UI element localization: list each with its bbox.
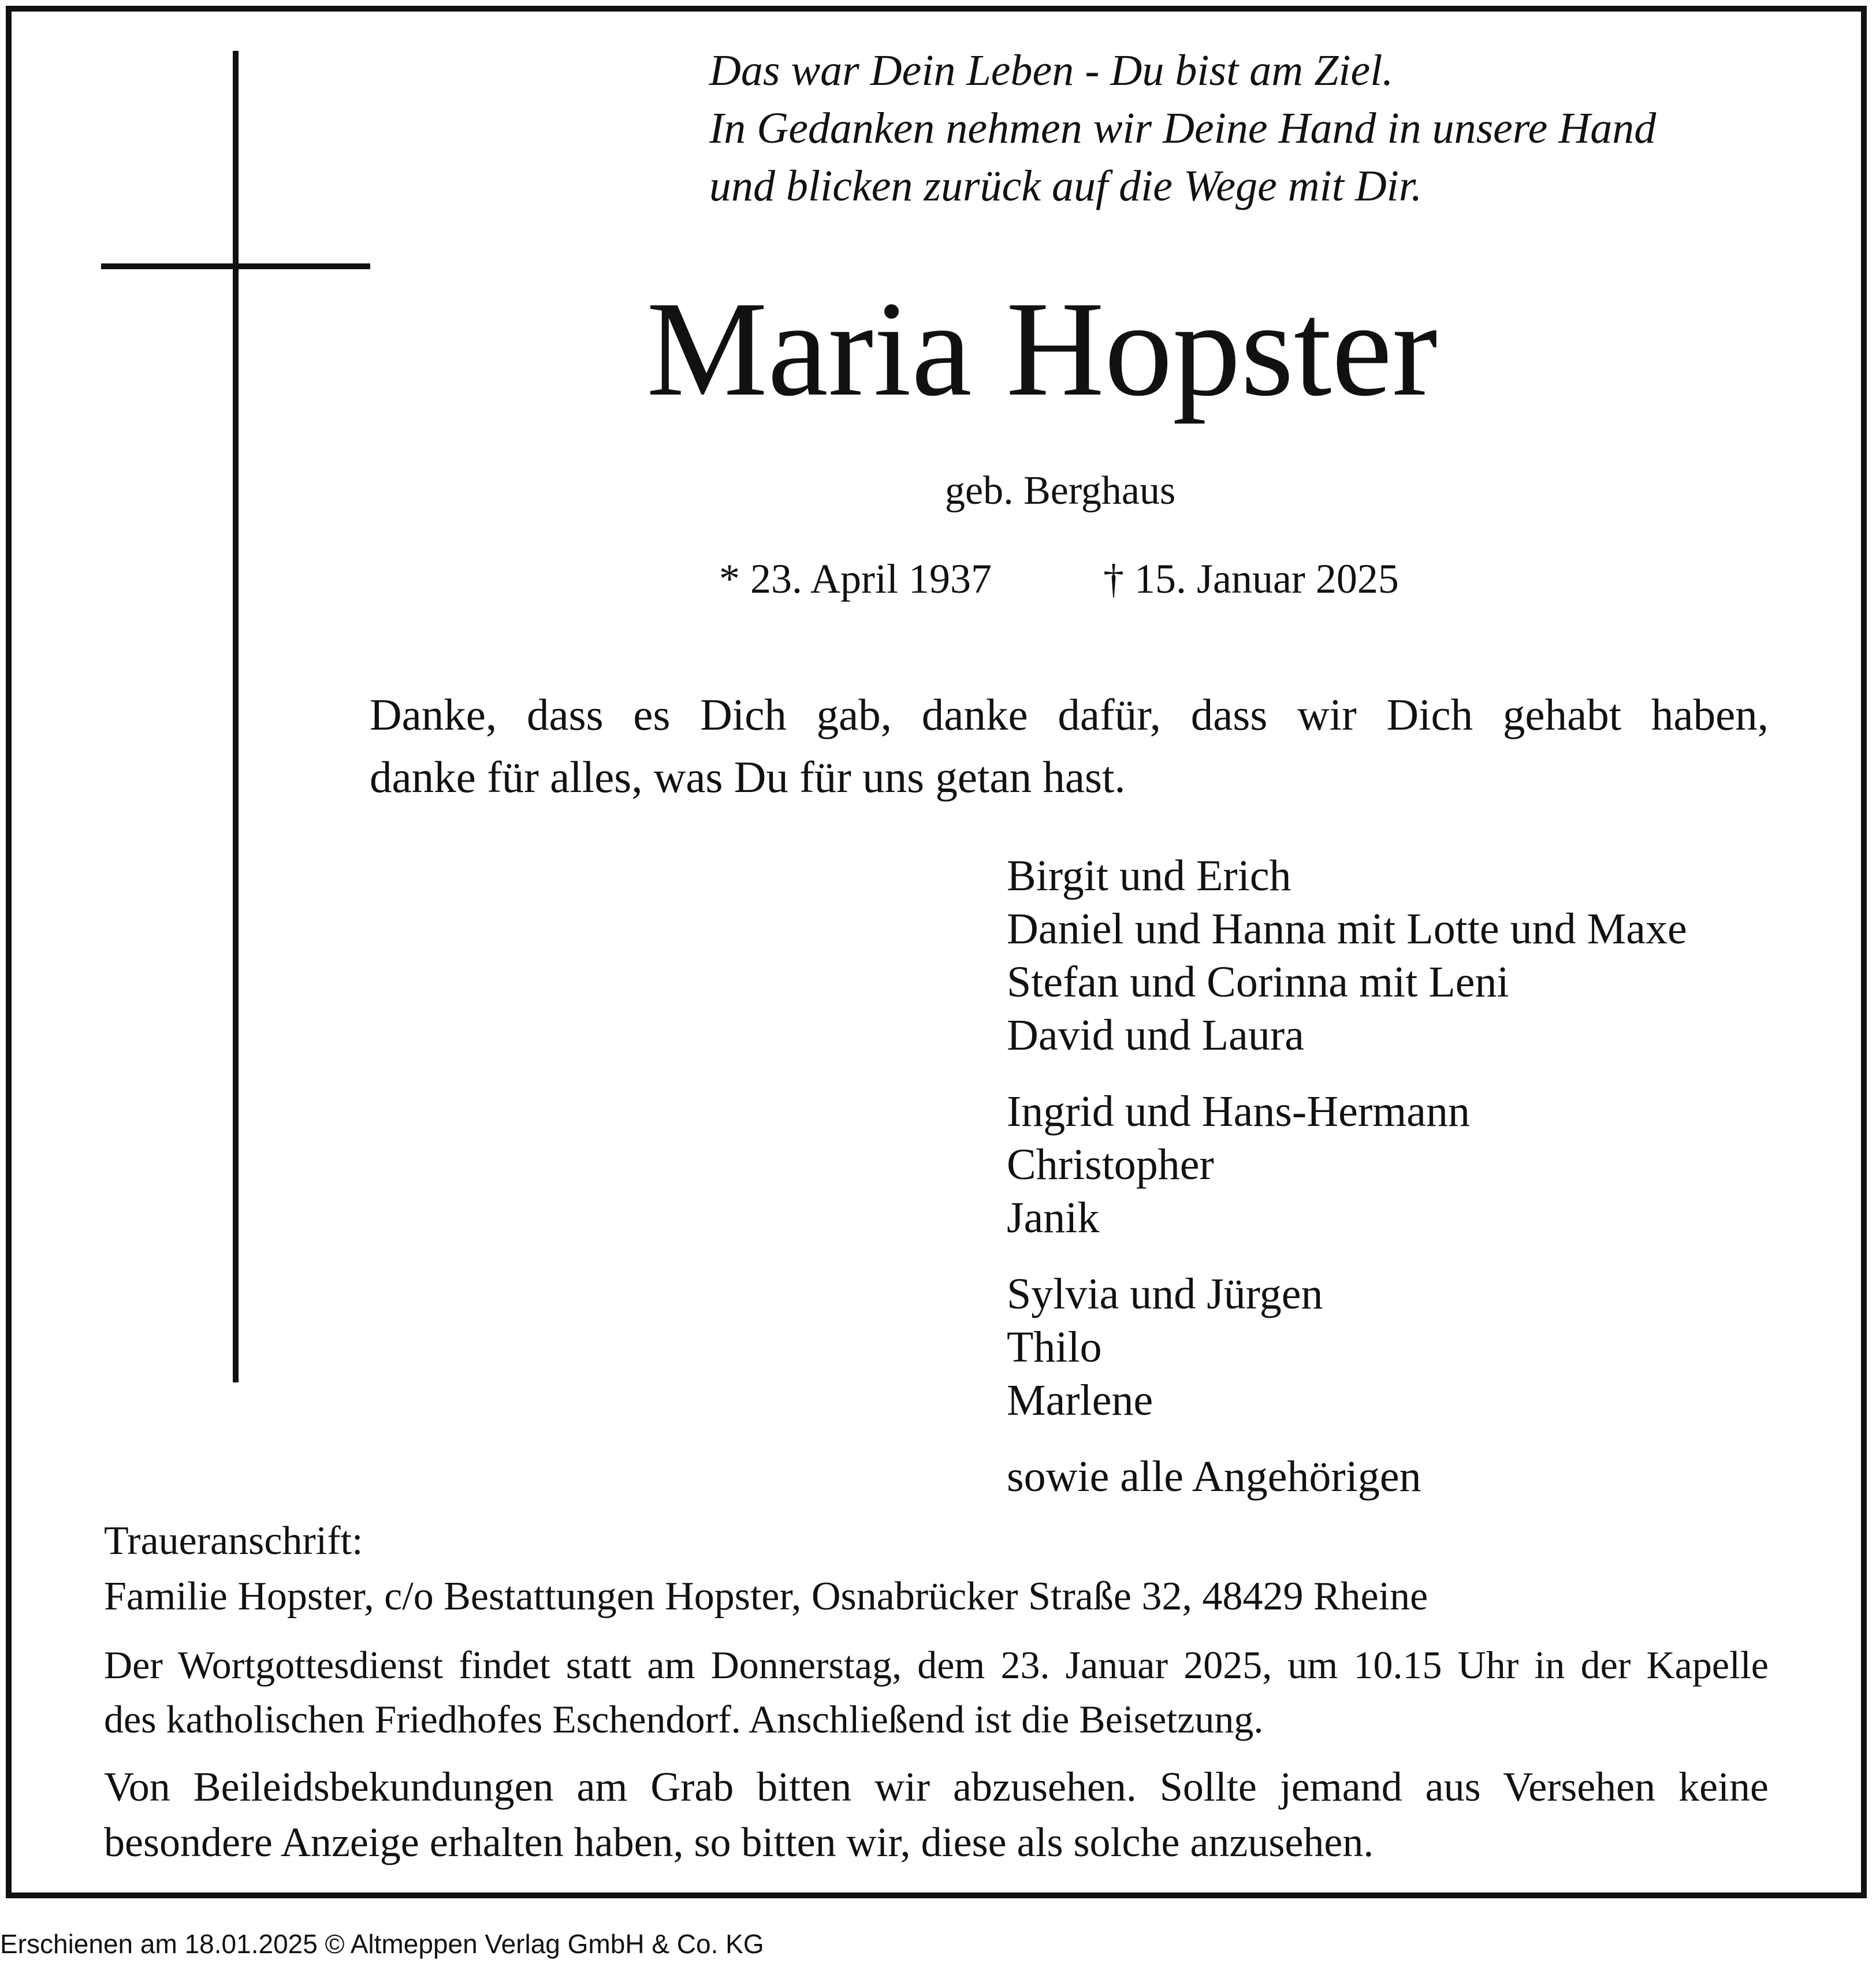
address-text: Familie Hopster, c/o Bestattungen Hopster, Osnabrücker Straße 32, 48429 Rheine bbox=[104, 1574, 1428, 1619]
condolence-line: Von Beileidsbekundungen am Grab bitten wir abzusehen. Sollte jemand aus Versehen keine bbox=[104, 1764, 1769, 1810]
birth-name: geb. Berghaus bbox=[945, 469, 1176, 513]
mourner-entry: Ingrid und Hans-Hermann bbox=[1007, 1087, 1471, 1136]
condolence-note bbox=[104, 1759, 1769, 1870]
publication-footer: Erschienen am 18.01.2025 © Altmeppen Verlag GmbH & Co. KG bbox=[0, 1929, 764, 1959]
mourner-entry: Janik bbox=[1007, 1194, 1100, 1242]
thanks-line: Danke, dass es Dich gab, danke dafür, dass wir Dich gehabt haben, bbox=[370, 690, 1769, 739]
service-info bbox=[104, 1638, 1769, 1746]
mourner-entry: Marlene bbox=[1007, 1376, 1153, 1425]
service-line: des katholischen Friedhofes Eschendorf. Anschließend ist die Beisetzung. bbox=[104, 1697, 1264, 1741]
deceased-name: Maria Hopster bbox=[646, 274, 1438, 425]
thanks-text bbox=[370, 683, 1769, 808]
condolence-line: besondere Anzeige erhalten haben, so bitten wir, diese als solche anzusehen. bbox=[104, 1819, 1374, 1865]
motto-line: In Gedanken nehmen wir Deine Hand in unsere Hand bbox=[709, 104, 1657, 153]
mourner-entry: Christopher bbox=[1007, 1140, 1214, 1189]
mourner-entry: David und Laura bbox=[1007, 1011, 1304, 1059]
motto-line: und blicken zurück auf die Wege mit Dir. bbox=[709, 162, 1423, 210]
motto-line: Das war Dein Leben - Du bist am Ziel. bbox=[709, 46, 1394, 95]
thanks-line: danke für alles, was Du für uns getan hast. bbox=[370, 752, 1126, 802]
mourner-group bbox=[1007, 1267, 1687, 1427]
cross-icon bbox=[233, 51, 239, 1382]
motto-verse bbox=[709, 42, 1656, 215]
mourner-group bbox=[1007, 1085, 1687, 1244]
mourner-entry: Daniel und Hanna mit Lotte und Maxe bbox=[1007, 905, 1687, 953]
mourner-entry: Birgit und Erich bbox=[1007, 852, 1291, 900]
mourner-entry: Thilo bbox=[1007, 1323, 1102, 1371]
mourners-list bbox=[1007, 849, 1687, 1503]
birth-date: * 23. April 1937 bbox=[719, 556, 992, 602]
address-label: Traueranschrift: bbox=[104, 1519, 363, 1563]
mourner-group bbox=[1007, 849, 1687, 1062]
death-date: † 15. Januar 2025 bbox=[1103, 556, 1399, 602]
mourner-entry: Sylvia und Jürgen bbox=[1007, 1270, 1323, 1318]
mourning-address bbox=[104, 1514, 1428, 1624]
mourner-entry: Stefan und Corinna mit Leni bbox=[1007, 958, 1509, 1006]
service-line: Der Wortgottesdienst findet statt am Donnerstag, dem 23. Januar 2025, um 10.15 Uhr in der Kapelle bbox=[104, 1643, 1769, 1687]
mourners-closing: sowie alle Angehörigen bbox=[1007, 1452, 1421, 1501]
